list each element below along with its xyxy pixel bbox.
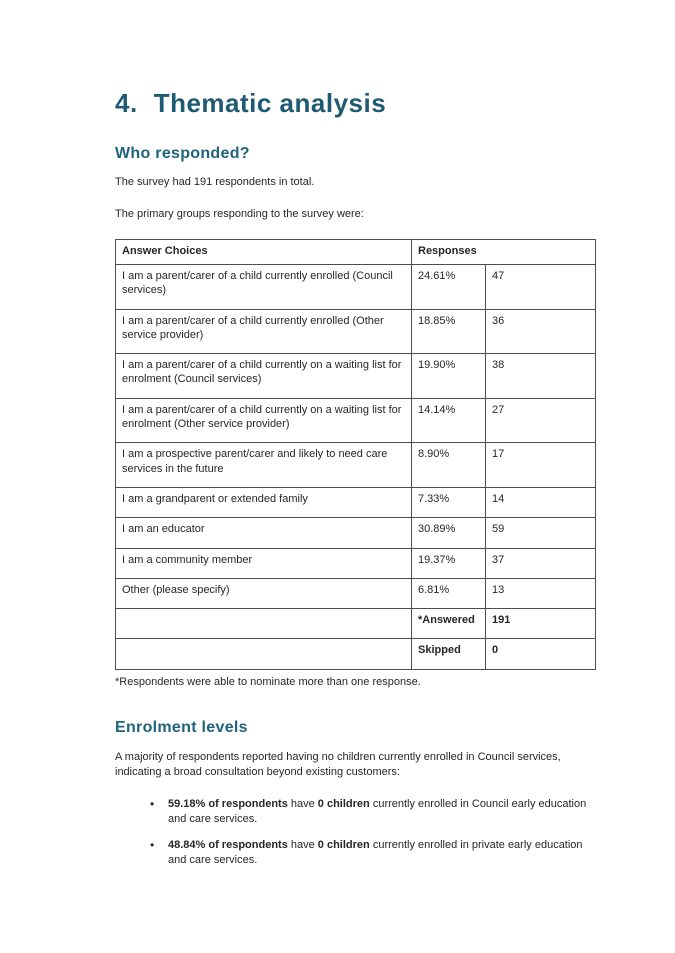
section-who-responded: [115, 145, 595, 689]
count-cell: 47: [486, 264, 596, 309]
table-footnote: *Respondents were able to nominate more than one response.: [115, 675, 421, 688]
answer-choice-cell: I am a parent/carer of a child currently on a waiting list for enrolment (Council services): [116, 354, 412, 399]
bullet-bold-percentage: 48.84% of respondents: [168, 839, 288, 852]
section-enrolment-levels: [115, 719, 595, 868]
column-header-answer-choices: Answer Choices: [116, 239, 412, 264]
table-row: [116, 487, 596, 517]
responses-table: [115, 239, 596, 670]
bullet-icon: •: [150, 796, 155, 811]
skipped-label-cell: Skipped: [412, 639, 486, 669]
bullet-text: have: [287, 839, 318, 852]
table-row: [116, 548, 596, 578]
answer-choice-cell: I am a parent/carer of a child currently on a waiting list for enrolment (Other service provider): [116, 398, 412, 443]
percentage-cell: 7.33%: [412, 487, 486, 517]
count-cell: 59: [486, 518, 596, 548]
percentage-cell: 24.61%: [412, 264, 486, 309]
count-cell: 17: [486, 443, 596, 488]
empty-cell: [116, 609, 412, 639]
table-row: [116, 354, 596, 399]
table-row: [116, 443, 596, 488]
bullet-bold-children: 0 children: [317, 797, 370, 810]
paragraph-total-respondents: The survey had 191 respondents in total.: [115, 176, 315, 188]
bullet-bold-percentage: 59.18% of respondents: [168, 797, 288, 810]
table-row: [116, 309, 596, 354]
count-cell: 38: [486, 354, 596, 399]
bullet-item: [115, 797, 595, 827]
count-cell: 37: [486, 548, 596, 578]
percentage-cell: 30.89%: [412, 518, 486, 548]
percentage-cell: 19.90%: [412, 354, 486, 399]
column-header-responses: Responses: [412, 239, 596, 264]
page-content: [115, 88, 595, 880]
answer-choice-cell: I am a prospective parent/carer and likely to need care services in the future: [116, 443, 412, 488]
count-cell: 13: [486, 578, 596, 608]
table-row: [116, 518, 596, 548]
count-cell: 27: [486, 398, 596, 443]
paragraph-enrolment-intro: A majority of respondents reported having no children currently enrolled in Council services, indicating a broad consultation beyond existing customers:: [115, 751, 561, 778]
percentage-cell: 14.14%: [412, 398, 486, 443]
bullet-text: have: [287, 797, 318, 810]
page-title: [115, 88, 595, 119]
bullet-icon: •: [150, 838, 155, 853]
table-row: [116, 398, 596, 443]
bullet-list: [115, 797, 595, 868]
percentage-cell: 19.37%: [412, 548, 486, 578]
table-row: [116, 264, 596, 309]
table-row: [116, 578, 596, 608]
percentage-cell: 18.85%: [412, 309, 486, 354]
heading-text: Thematic analysis: [153, 88, 387, 118]
count-cell: 36: [486, 309, 596, 354]
answered-value-cell: 191: [486, 609, 596, 639]
bullet-item: [115, 838, 595, 868]
answer-choice-cell: Other (please specify): [116, 578, 412, 608]
answer-choice-cell: I am a community member: [116, 548, 412, 578]
answer-choice-cell: I am a parent/carer of a child currently enrolled (Other service provider): [116, 309, 412, 354]
section-title-who-responded: Who responded?: [115, 145, 250, 162]
section-title-enrolment-levels: Enrolment levels: [115, 719, 248, 737]
paragraph-primary-groups: The primary groups responding to the survey were:: [115, 207, 364, 220]
bullet-text: currently enrolled in private early education and care services.: [168, 839, 583, 867]
percentage-cell: 6.81%: [412, 578, 486, 608]
answer-choice-cell: I am an educator: [116, 518, 412, 548]
bullet-bold-children: 0 children: [317, 839, 370, 852]
answered-label-cell: *Answered: [412, 609, 486, 639]
bullet-text: currently enrolled in Council early education and care services.: [168, 797, 587, 825]
table-summary-row-skipped: [116, 639, 596, 669]
empty-cell: [116, 639, 412, 669]
skipped-value-cell: 0: [486, 639, 596, 669]
table-header-row: [116, 239, 596, 264]
count-cell: 14: [486, 487, 596, 517]
answer-choice-cell: I am a parent/carer of a child currently enrolled (Council services): [116, 264, 412, 309]
heading-number: 4.: [115, 88, 138, 118]
percentage-cell: 8.90%: [412, 443, 486, 488]
answer-choice-cell: I am a grandparent or extended family: [116, 487, 412, 517]
table-summary-row-answered: [116, 609, 596, 639]
